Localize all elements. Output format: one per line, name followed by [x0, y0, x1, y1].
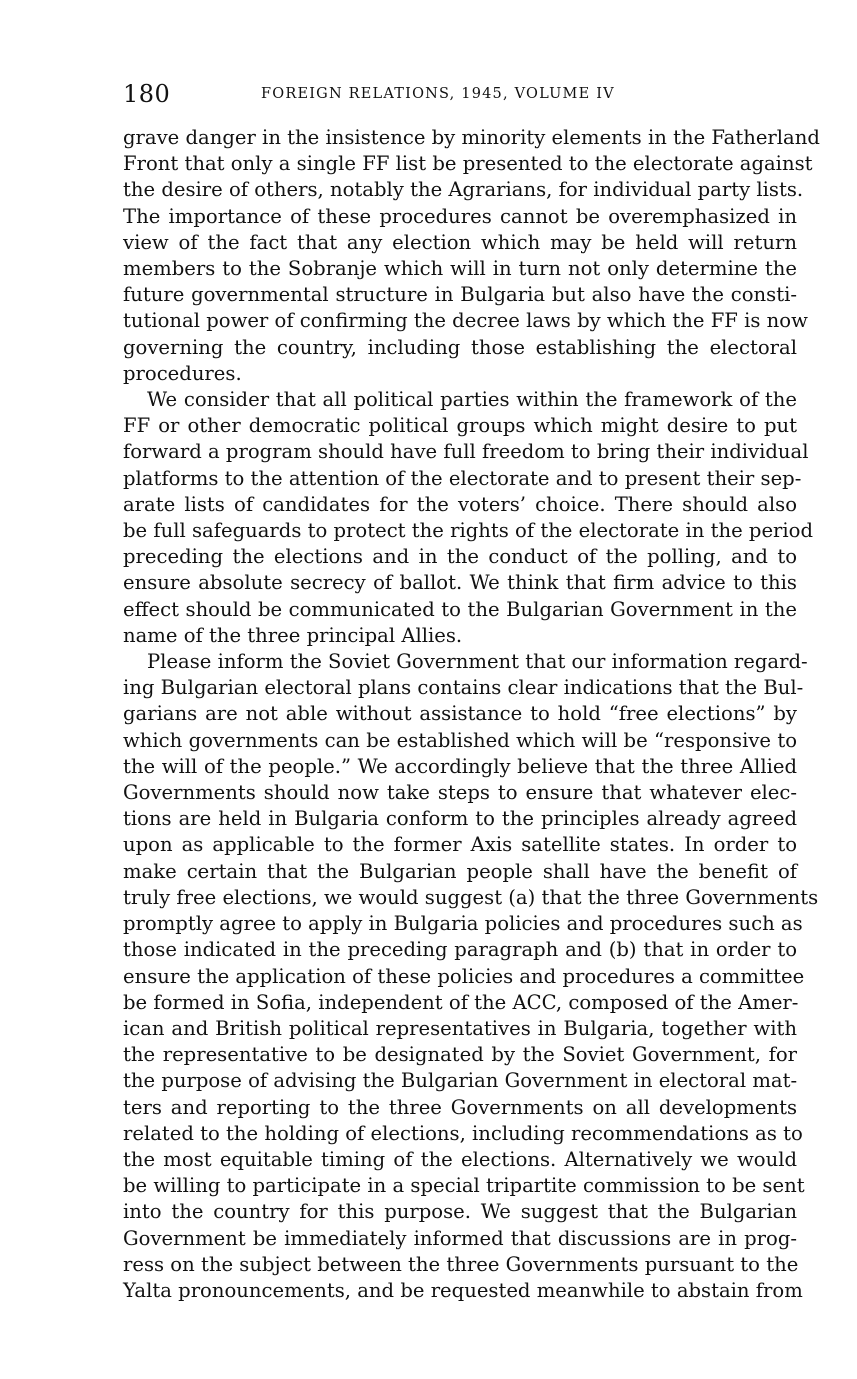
running-head: FOREIGN RELATIONS, 1945, VOLUME IV — [261, 86, 615, 102]
text-line: Yalta pronouncements, and be requested meanwhile to abstain from — [123, 1278, 803, 1302]
body-text — [123, 125, 820, 1304]
text-line: be willing to participate in a special tripartite commission to be sent — [123, 1174, 805, 1198]
text-line: The importance of these procedures cannot be overemphasized in — [123, 204, 797, 228]
text-line: truly free elections, we would suggest (a) that the three Governments — [123, 885, 819, 909]
text-line: the purpose of advising the Bulgarian Government in electoral mat- — [123, 1069, 798, 1093]
text-line: forward a program should have full freedom to bring their individual — [123, 440, 809, 464]
text-line: into the country for this purpose. We suggest that the Bulgarian — [123, 1200, 797, 1224]
document-page — [123, 80, 820, 1304]
paragraph-1 — [123, 125, 820, 387]
text-line: the desire of others, notably the Agrarians, for individual party lists. — [123, 178, 804, 202]
text-line: the most equitable timing of the elections. Alternatively we would — [123, 1147, 797, 1171]
text-line: arate lists of candidates for the voters’ choice. There should also — [123, 492, 797, 516]
text-line: view of the fact that any election which may be held will return — [123, 230, 797, 254]
text-line: governing the country, including those establishing the electoral — [123, 335, 797, 359]
text-line: be formed in Sofia, independent of the ACC, composed of the Amer- — [123, 990, 799, 1014]
text-line: ing Bulgarian electoral plans contains clear indications that the Bul- — [123, 676, 804, 700]
text-line: related to the holding of elections, including recommendations as to — [123, 1121, 803, 1145]
text-line: We consider that all political parties within the framework of the — [147, 388, 797, 412]
paragraph-2 — [123, 387, 814, 649]
text-line: promptly agree to apply in Bulgaria policies and procedures such as — [123, 912, 803, 936]
text-line: Governments should now take steps to ensure that whatever elec- — [123, 781, 797, 805]
text-line: FF or other democratic political groups which might desire to put — [123, 414, 797, 438]
text-line: Please inform the Soviet Government that our information regard- — [147, 650, 808, 674]
text-line: procedures. — [123, 361, 242, 385]
text-line: tutional power of confirming the decree laws by which the FF is now — [123, 309, 808, 333]
text-line: those indicated in the preceding paragraph and (b) that in order to — [123, 938, 797, 962]
text-line: make certain that the Bulgarian people shall have the benefit of — [123, 859, 797, 883]
text-line: Front that only a single FF list be presented to the electorate against — [123, 152, 813, 176]
text-line: members to the Sobranje which will in turn not only determine the — [123, 257, 797, 281]
text-line: upon as applicable to the former Axis satellite states. In order to — [123, 833, 797, 857]
text-line: tions are held in Bulgaria conform to the principles already agreed — [123, 807, 797, 831]
page-header — [123, 80, 797, 114]
text-line: preceding the elections and in the conduct of the polling, and to — [123, 545, 797, 569]
page-number: 180 — [123, 80, 171, 108]
text-line: ican and British political representatives in Bulgaria, together with — [123, 1016, 797, 1040]
text-line: grave danger in the insistence by minority elements in the Fatherland — [123, 126, 820, 149]
text-line: garians are not able without assistance to hold “free elections” by — [123, 702, 797, 726]
text-line: Government be immediately informed that discussions are in prog- — [123, 1226, 797, 1250]
text-line: the representative to be designated by the Soviet Government, for — [123, 1043, 797, 1067]
text-line: the will of the people.” We accordingly believe that the three Allied — [123, 754, 797, 778]
text-line: ensure the application of these policies and procedures a committee — [123, 964, 805, 988]
text-line: be full safeguards to protect the rights of the electorate in the period — [123, 519, 814, 543]
text-line: which governments can be established which will be “responsive to — [123, 728, 797, 752]
text-line: platforms to the attention of the electorate and to present their sep- — [123, 466, 802, 490]
text-line: ters and reporting to the three Governments on all developments — [123, 1095, 797, 1119]
text-line: name of the three principal Allies. — [123, 623, 463, 647]
paragraph-3 — [123, 649, 819, 1304]
text-line: ensure absolute secrecy of ballot. We think that firm advice to this — [123, 571, 797, 595]
text-line: future governmental structure in Bulgaria but also have the consti- — [123, 283, 797, 307]
text-line: effect should be communicated to the Bulgarian Government in the — [123, 597, 797, 621]
text-line: ress on the subject between the three Governments pursuant to the — [123, 1252, 799, 1276]
